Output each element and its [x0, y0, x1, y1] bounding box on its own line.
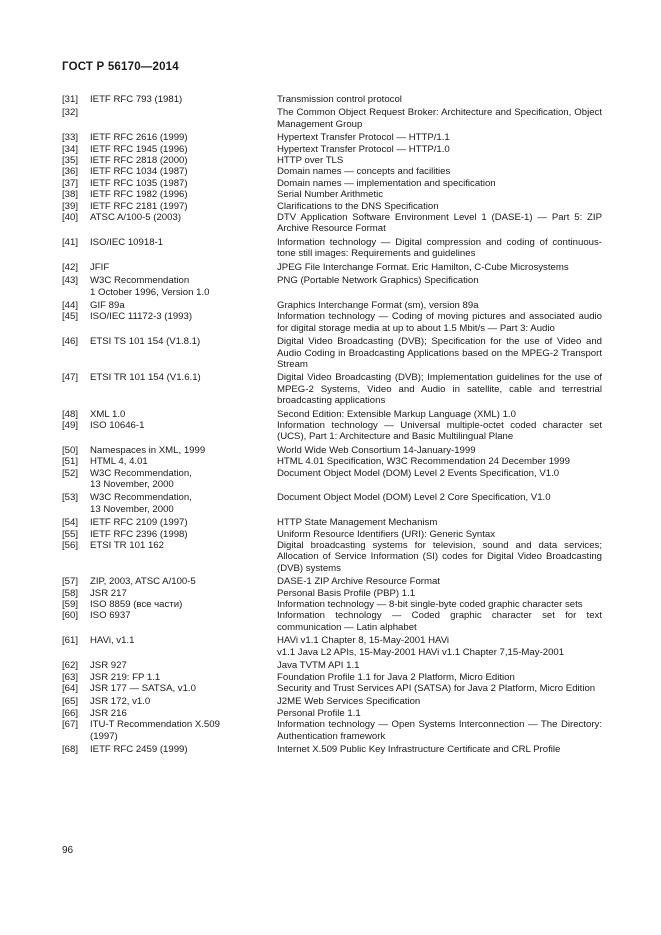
- reference-title: Personal Profile 1.1: [277, 707, 361, 719]
- page-number: 96: [62, 845, 74, 856]
- reference-title: HTTP over TLS: [277, 155, 344, 167]
- reference-row: [62, 635, 602, 658]
- reference-row: [62, 610, 602, 633]
- reference-row: [62, 576, 602, 587]
- reference-number: [62]: [62, 660, 79, 672]
- reference-title: Second Edition: Extensible Markup Language (XML) 1.0: [277, 408, 516, 420]
- reference-source: IETF RFC 2109 (1997): [90, 517, 188, 529]
- reference-number: [37]: [62, 177, 79, 189]
- reference-title: Uniform Resource Identifiers (URI): Generic Syntax: [277, 528, 496, 540]
- reference-row: [62, 201, 602, 212]
- reference-number: [50]: [62, 444, 79, 456]
- reference-number: [45]: [62, 311, 79, 323]
- reference-source: JSR 219: FP 1.1: [90, 671, 161, 683]
- reference-source: W3C Recommendation 1 October 1996, Version 1.0: [90, 275, 210, 298]
- reference-source: IETF RFC 1035 (1987): [90, 177, 188, 189]
- reference-source: ETSI TS 101 154 (V1.8.1): [90, 336, 201, 348]
- reference-row: [62, 660, 602, 671]
- reference-source: JSR 927: [90, 660, 127, 672]
- reference-source: Namespaces in XML, 1999: [90, 444, 206, 456]
- reference-number: [67]: [62, 719, 79, 731]
- reference-row: [62, 166, 602, 177]
- reference-title: The Common Object Request Broker: Architecture and Specification, Object Management Group: [277, 107, 602, 130]
- reference-number: [39]: [62, 200, 79, 212]
- reference-row: [62, 94, 602, 105]
- reference-source: JSR 177 — SATSA, v1.0: [90, 682, 196, 694]
- reference-title: Information technology — Digital compression and coding of continuous-tone still images: Requirements and guidelines: [277, 236, 602, 260]
- reference-title: Document Object Model (DOM) Level 2 Events Specification, V1.0: [277, 467, 560, 479]
- reference-title: Graphics Interchange Format (sm), version 89a: [277, 299, 479, 311]
- reference-number: [59]: [62, 599, 79, 611]
- reference-title: HTML 4.01 Specification, W3C Recommendation 24 December 1999: [277, 456, 570, 468]
- reference-row: [62, 540, 602, 574]
- reference-title: HAVi v1.1 Chapter 8, 15-May-2001 HAVi v1.1 Java L2 APIs, 15-May-2001 HAVi v1.1 Chapter 7,15-May-2001: [277, 635, 565, 658]
- reference-number: [32]: [62, 107, 79, 119]
- reference-source: ISO 10646-1: [90, 419, 145, 431]
- reference-title: Information technology — Open Systems Interconnection — The Directory: Authentication framework: [277, 719, 602, 742]
- reference-title: J2ME Web Services Specification: [277, 696, 421, 708]
- reference-source: IETF RFC 2396 (1998): [90, 528, 188, 540]
- reference-source: W3C Recommendation, 13 November, 2000: [90, 467, 192, 490]
- reference-title: Information technology — 8-bit single-byte coded graphic character sets: [277, 599, 583, 611]
- reference-row: [62, 468, 602, 491]
- reference-number: [49]: [62, 419, 79, 431]
- reference-row: [62, 237, 602, 260]
- reference-row: [62, 178, 602, 189]
- reference-title: Personal Basis Profile (PBP) 1.1: [277, 587, 416, 599]
- document-header: ГОСТ Р 56170—2014: [62, 61, 179, 73]
- reference-source: IETF RFC 1945 (1996): [90, 143, 188, 155]
- reference-source: IETF RFC 2616 (1999): [90, 132, 188, 144]
- reference-title: Hypertext Transfer Protocol — HTTP/1.1: [277, 132, 450, 144]
- reference-title: Information technology — Universal multiple-octet coded character set (UCS), Part 1: Architecture and Basic Multilingual Plane: [277, 419, 602, 443]
- reference-row: [62, 155, 602, 166]
- reference-source: ITU-T Recommendation X.509 (1997): [90, 719, 220, 742]
- reference-title: Information technology — Coding of moving pictures and associated audio for digital storage media at up to about 1.5 Mbit/s — Part 3: Audio: [277, 311, 602, 334]
- reference-number: [52]: [62, 467, 79, 479]
- reference-source: IETF RFC 1982 (1996): [90, 189, 188, 201]
- reference-number: [61]: [62, 635, 79, 647]
- reference-row: [62, 372, 602, 406]
- reference-number: [38]: [62, 189, 79, 201]
- reference-title: Internet X.509 Public Key Infrastructure Certificate and CRL Profile: [277, 743, 561, 755]
- reference-row: [62, 107, 602, 130]
- reference-number: [51]: [62, 456, 79, 468]
- reference-number: [53]: [62, 492, 79, 504]
- reference-number: [48]: [62, 408, 79, 420]
- reference-title: Information technology — Coded graphic character set for text communication — Latin alphabet: [277, 610, 602, 633]
- reference-title: Digital broadcasting systems for television, sound and data services; Allocation of Service Information (SI) codes for Digital Video Broadcasting (DVB) systems: [277, 540, 602, 574]
- reference-source: JFIF: [90, 261, 110, 273]
- reference-source: XML 1.0: [90, 408, 126, 420]
- reference-title: DASE-1 ZIP Archive Resource Format: [277, 576, 440, 588]
- reference-row: [62, 599, 602, 610]
- reference-number: [60]: [62, 610, 79, 622]
- reference-source: ETSI TR 101 162: [90, 540, 164, 552]
- reference-title: HTTP State Management Mechanism: [277, 517, 438, 529]
- reference-row: [62, 492, 602, 515]
- reference-title: Digital Video Broadcasting (DVB); Specification for the use of Video and Audio Coding in Broadcasting Applications based on the MPEG-2 Transport Stream: [277, 336, 602, 370]
- reference-number: [68]: [62, 743, 79, 755]
- reference-number: [34]: [62, 143, 79, 155]
- reference-source: IETF RFC 1034 (1987): [90, 166, 188, 178]
- reference-title: Foundation Profile 1.1 for Java 2 Platform, Micro Edition: [277, 671, 515, 683]
- reference-row: [62, 336, 602, 370]
- reference-number: [58]: [62, 587, 79, 599]
- reference-row: [62, 275, 602, 298]
- reference-source: ISO/IEC 10918-1: [90, 236, 164, 248]
- reference-row: [62, 212, 602, 235]
- reference-title: Document Object Model (DOM) Level 2 Core Specification, V1.0: [277, 492, 551, 504]
- reference-number: [35]: [62, 155, 79, 167]
- reference-row: [62, 683, 602, 694]
- reference-row: [62, 189, 602, 200]
- reference-title: Java TVTM API 1.1: [277, 660, 360, 672]
- reference-number: [66]: [62, 707, 79, 719]
- reference-row: [62, 445, 602, 456]
- reference-source: IETF RFC 2181 (1997): [90, 200, 188, 212]
- reference-title: Digital Video Broadcasting (DVB); Implementation guidelines for the use of MPEG-2 Systems, Video and Audio in satellite, cable and terrestrial broadcasting applications: [277, 372, 602, 407]
- reference-source: HAVi, v1.1: [90, 635, 135, 647]
- reference-number: [42]: [62, 261, 79, 273]
- reference-row: [62, 420, 602, 443]
- reference-source: JSR 216: [90, 707, 127, 719]
- reference-title: Clarifications to the DNS Specification: [277, 200, 439, 212]
- reference-number: [44]: [62, 299, 79, 311]
- reference-title: Hypertext Transfer Protocol — HTTP/1.0: [277, 143, 450, 155]
- reference-source: IETF RFC 2818 (2000): [90, 155, 188, 167]
- reference-title: JPEG File Interchange Format. Eric Hamilton, C-Cube Microsystems: [277, 261, 569, 273]
- reference-number: [64]: [62, 682, 79, 694]
- reference-number: [63]: [62, 671, 79, 683]
- reference-source: HTML 4, 4.01: [90, 456, 148, 468]
- reference-number: [43]: [62, 275, 79, 287]
- reference-title: Transmission control protocol: [277, 94, 402, 105]
- reference-source: GIF 89a: [90, 299, 125, 311]
- reference-source: IETF RFC 793 (1981): [90, 94, 183, 105]
- reference-number: [65]: [62, 696, 79, 708]
- reference-row: [62, 719, 602, 742]
- reference-title: PNG (Portable Network Graphics) Specification: [277, 275, 479, 287]
- reference-row: [62, 744, 602, 755]
- reference-source: [90, 107, 277, 130]
- reference-source: ISO 6937: [90, 610, 131, 622]
- reference-row: [62, 672, 602, 683]
- reference-row: [62, 132, 602, 143]
- reference-title: Domain names — concepts and facilities: [277, 166, 451, 178]
- reference-source: ATSC A/100-5 (2003): [90, 212, 182, 224]
- reference-source: W3C Recommendation, 13 November, 2000: [90, 492, 192, 515]
- reference-number: [55]: [62, 528, 79, 540]
- reference-title: Security and Trust Services API (SATSA) for Java 2 Platform, Micro Edition: [277, 682, 596, 694]
- reference-row: [62, 144, 602, 155]
- reference-number: [31]: [62, 94, 79, 105]
- reference-number: [57]: [62, 576, 79, 588]
- reference-list: [62, 94, 602, 755]
- reference-source: IETF RFC 2459 (1999): [90, 743, 188, 755]
- reference-title: Serial Number Arithmetic: [277, 189, 384, 201]
- reference-number: [47]: [62, 372, 79, 384]
- reference-title: DTV Application Software Environment Level 1 (DASE-1) — Part 5: ZIP Archive Resource Format: [277, 212, 602, 235]
- reference-row: [62, 529, 602, 540]
- reference-number: [33]: [62, 132, 79, 144]
- reference-source: JSR 172, v1.0: [90, 696, 151, 708]
- reference-row: [62, 456, 602, 467]
- reference-row: [62, 517, 602, 528]
- reference-row: [62, 588, 602, 599]
- reference-number: [54]: [62, 517, 79, 529]
- reference-number: [36]: [62, 166, 79, 178]
- reference-title: World Wide Web Consortium 14-January-1999: [277, 444, 476, 456]
- reference-row: [62, 311, 602, 334]
- reference-source: ETSI TR 101 154 (V1.6.1): [90, 372, 201, 384]
- reference-source: ZIP, 2003, ATSC A/100-5: [90, 576, 196, 588]
- reference-number: [46]: [62, 336, 79, 348]
- reference-number: [41]: [62, 236, 79, 248]
- reference-title: Domain names — implementation and specification: [277, 177, 496, 189]
- reference-row: [62, 708, 602, 719]
- reference-source: ISO 8859 (все части): [90, 599, 183, 611]
- reference-number: [40]: [62, 212, 79, 224]
- reference-row: [62, 696, 602, 707]
- reference-row: [62, 409, 602, 420]
- reference-row: [62, 300, 602, 311]
- reference-number: [56]: [62, 540, 79, 552]
- reference-source: ISO/IEC 11172-3 (1993): [90, 311, 193, 323]
- reference-source: JSR 217: [90, 587, 127, 599]
- reference-row: [62, 262, 602, 273]
